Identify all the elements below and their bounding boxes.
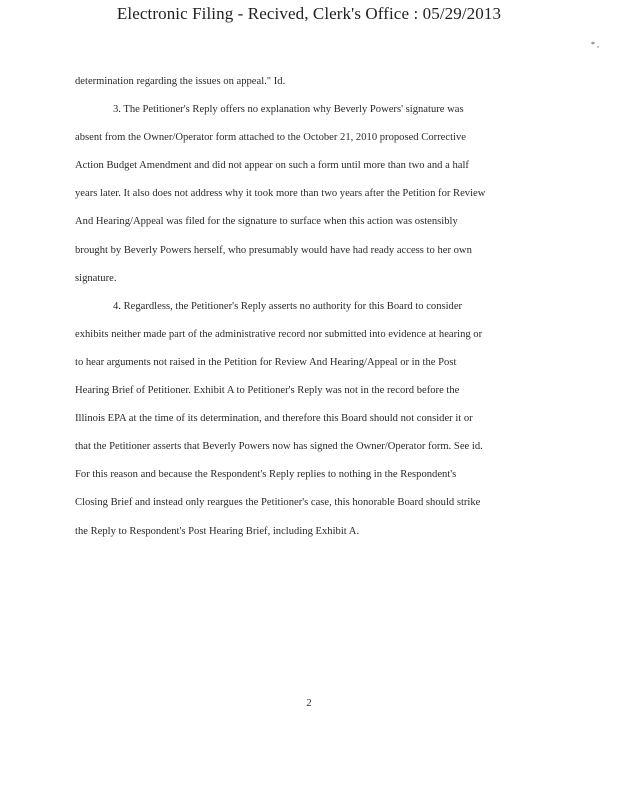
paragraph-3	[75, 96, 557, 293]
text-line: And Hearing/Appeal was filed for the signature to surface when this action was ostensibly	[75, 216, 458, 228]
text-line: to hear arguments not raised in the Petition for Review And Hearing/Appeal or in the Post	[75, 356, 457, 368]
text-line: years later. It also does not address why it took more than two years after the Petition for Review	[75, 188, 486, 200]
text-line: exhibits neither made part of the administrative record nor submitted into evidence at hearing or	[75, 328, 483, 340]
text-line: that the Petitioner asserts that Beverly Powers now has signed the Owner/Operator form. See id.	[75, 441, 483, 453]
document-body	[75, 68, 557, 546]
text-line: the Reply to Respondent's Post Hearing Brief, including Exhibit A.	[75, 525, 360, 537]
text-line: Action Budget Amendment and did not appear on such a form until more than two and a half	[75, 160, 469, 172]
text-line: absent from the Owner/Operator form attached to the October 21, 2010 proposed Corrective	[75, 132, 466, 144]
text-line: Closing Brief and instead only reargues the Petitioner's case, this honorable Board should strike	[75, 497, 481, 509]
text-line: 4. Regardless, the Petitioner's Reply asserts no authority for this Board to consider	[113, 300, 463, 312]
filing-stamp-header: Electronic Filing - Recived, Clerk's Office : 05/29/2013	[116, 4, 502, 23]
scan-mark: * ,	[591, 40, 599, 49]
text-line: For this reason and because the Respondent's Reply replies to nothing in the Respondent's	[75, 469, 457, 481]
page-number: 2	[306, 697, 312, 709]
text-line: 3. The Petitioner's Reply offers no explanation why Beverly Powers' signature was	[113, 104, 464, 116]
text-line: Illinois EPA at the time of its determination, and therefore this Board should not consider it or	[75, 413, 473, 425]
paragraph-4	[75, 293, 557, 546]
text-line: brought by Beverly Powers herself, who presumably would have had ready access to her own	[75, 244, 472, 256]
text-line: determination regarding the issues on appeal." Id.	[75, 76, 286, 87]
paragraph-continuation	[75, 68, 557, 96]
text-line: signature.	[75, 272, 117, 284]
text-line: Hearing Brief of Petitioner. Exhibit A to Petitioner's Reply was not in the record before the	[75, 385, 460, 397]
